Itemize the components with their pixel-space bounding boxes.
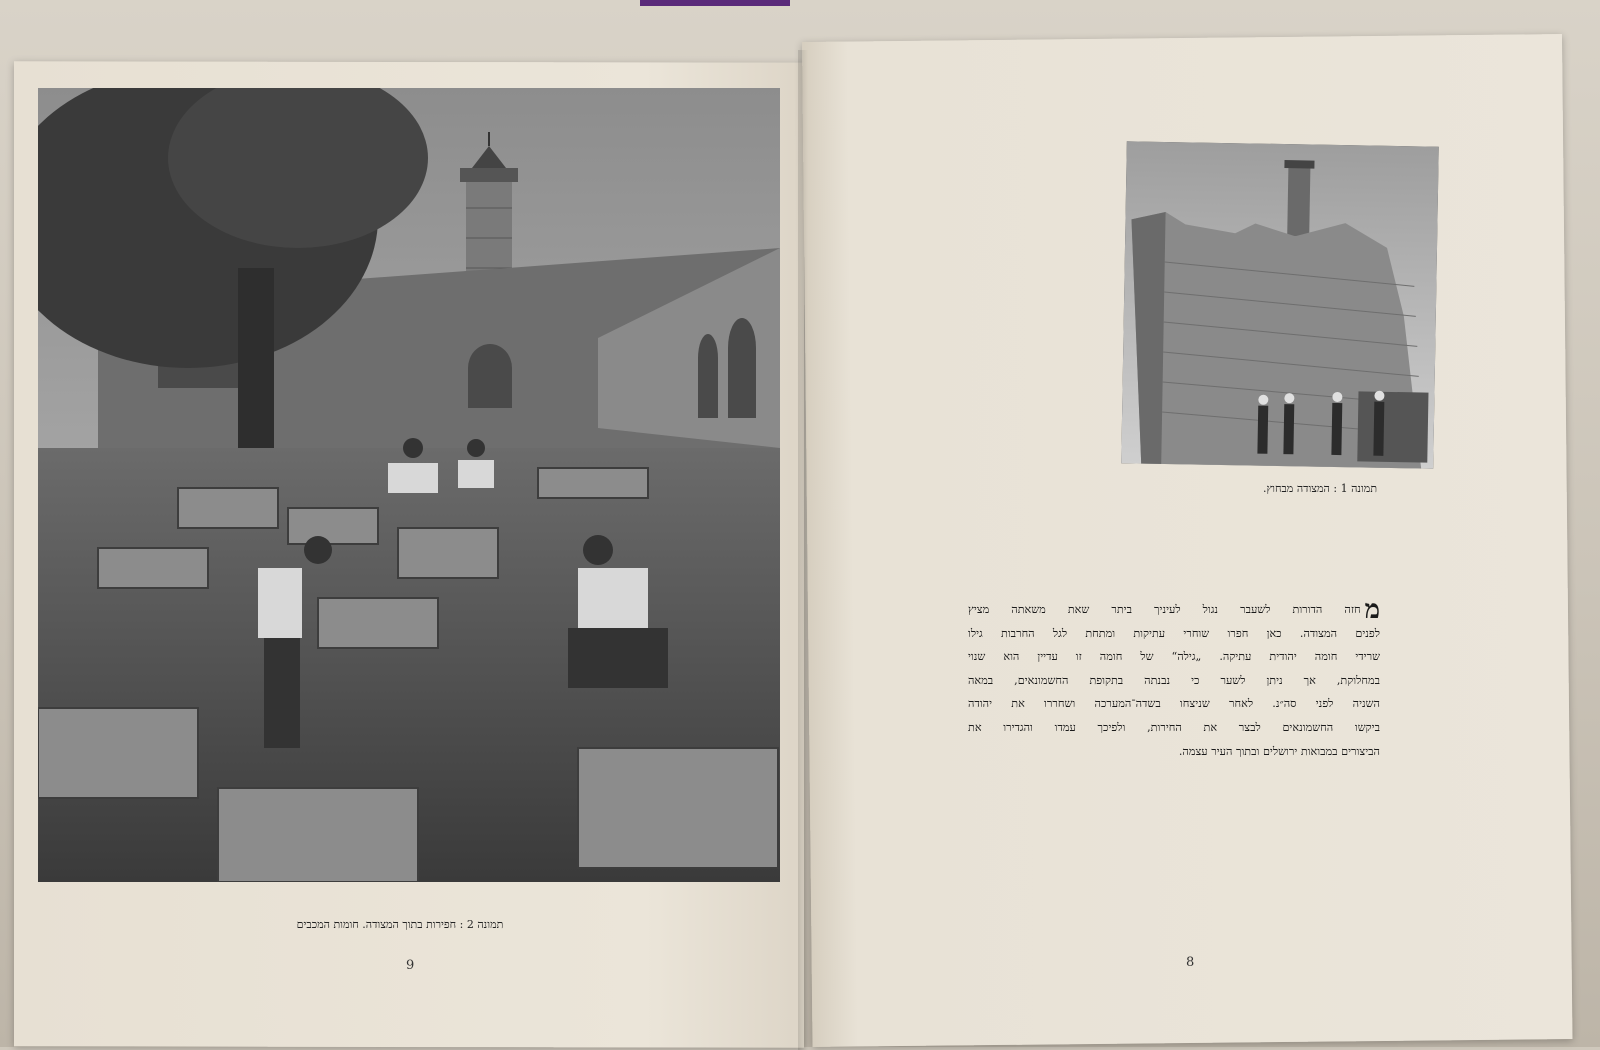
text-line: חזה הדורות לשעבר נגול לעיניך ביתר שאת משאתה מציץ bbox=[968, 603, 1361, 616]
text-line: לפנים המצודה. כאן חפרו שוחרי עתיקות ומתחת לגל החרבות גילו bbox=[968, 626, 1380, 640]
page-number-right: 8 bbox=[1186, 955, 1195, 970]
figure-2-caption: תמונה 2 : חפירות בתוך המצודה. חומות המכבים bbox=[296, 918, 504, 931]
drop-cap: מ bbox=[1364, 595, 1380, 625]
page-gutter bbox=[798, 50, 808, 1050]
text-line: השניה לפני סה״נ. לאחר שניצחו בשדה־המערכה ושחררו את יהודה bbox=[968, 697, 1380, 711]
body-paragraph bbox=[968, 595, 1380, 763]
text-line: הביצורים במבואות ירושלים ובתוך העיר עצמה. bbox=[1178, 744, 1380, 758]
text-line: ביקשו החשמונאים לבצר את החירות, ולפיכך עמדו והגדירו את bbox=[968, 720, 1380, 734]
figure-2-photo bbox=[38, 88, 780, 882]
figure-1-caption: תמונה 1 : המצודה מבחוץ. bbox=[1262, 482, 1378, 495]
figure-1-photo bbox=[1121, 141, 1439, 468]
text-line: במחלוקת, אך ניתן לשער כי נבנתה בתקופת החשמונאים, במאה bbox=[968, 673, 1380, 687]
text-line: שרידי חומה יהודית עתיקה. „גילה“ של חומה זו עדיין הוא שנוי bbox=[968, 650, 1380, 664]
page-number-left: 9 bbox=[406, 958, 415, 973]
